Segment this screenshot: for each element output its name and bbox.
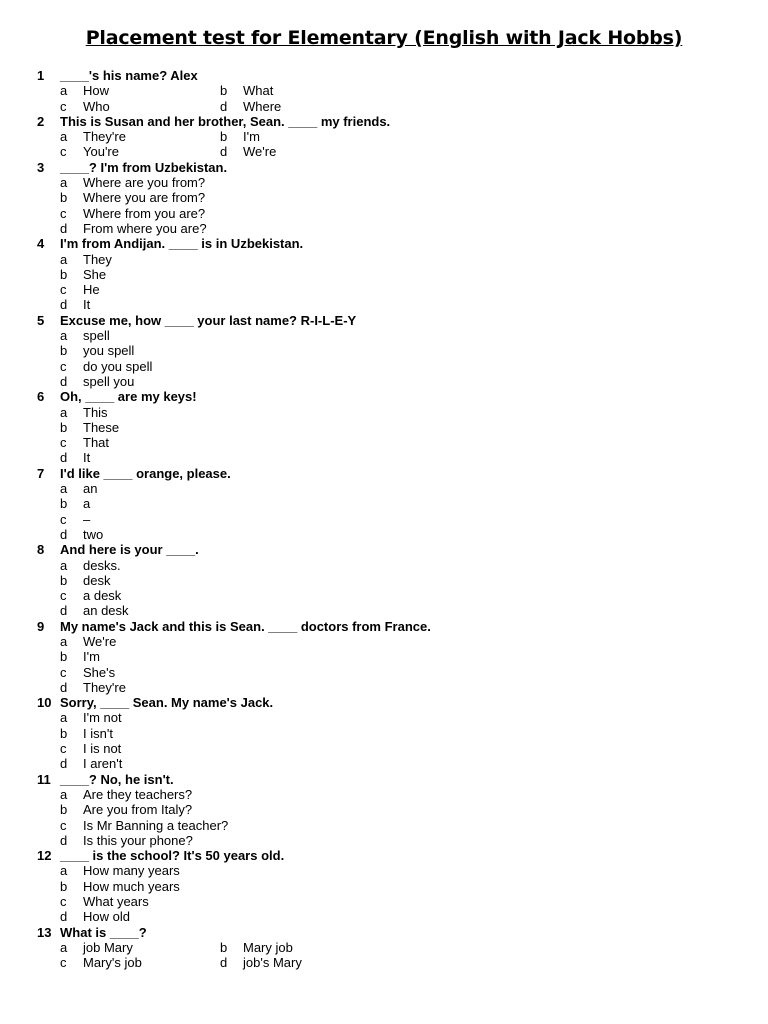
option-text: They're — [83, 129, 126, 145]
option-letter: b — [60, 572, 68, 588]
option-text: Where you are from? — [83, 190, 206, 206]
option-letter: c — [60, 955, 67, 971]
option-letter: c — [60, 588, 67, 604]
option-text: do you spell — [83, 358, 153, 374]
question-number: 2 — [37, 113, 45, 129]
option-row — [37, 649, 737, 664]
question-list — [37, 68, 737, 971]
option-text: an — [83, 481, 98, 497]
question-number: 13 — [37, 924, 52, 940]
option-row — [37, 496, 737, 511]
option-text: Where from you are? — [83, 205, 206, 221]
option-text: two — [83, 526, 104, 542]
option-letter: d — [60, 832, 68, 848]
option-text: – — [83, 511, 91, 527]
option-text: He — [83, 282, 100, 298]
option-row — [37, 710, 737, 725]
option-row — [37, 665, 737, 680]
option-letter: c — [60, 98, 67, 114]
option-text: I aren't — [83, 756, 123, 772]
option-text: It — [83, 450, 91, 466]
option-letter: c — [60, 894, 67, 910]
option-letter: c — [60, 435, 67, 451]
question-number: 7 — [37, 465, 45, 481]
option-letter: d — [220, 144, 228, 160]
option-letter: a — [60, 129, 68, 145]
question-number: 11 — [37, 771, 51, 787]
question-text: ____'s his name? Alex — [60, 68, 198, 83]
option-row — [37, 190, 737, 205]
option-letter: a — [60, 939, 68, 955]
question-text: My name's Jack and this is Sean. ____ doctors from France. — [60, 618, 431, 634]
option-text: Is Mr Banning a teacher? — [83, 817, 229, 833]
option-text: I'm not — [83, 710, 122, 726]
option-letter: d — [60, 756, 68, 772]
question-row — [37, 114, 737, 129]
option-row — [37, 481, 737, 496]
option-text: We're — [243, 144, 277, 160]
option-row — [37, 405, 737, 420]
option-letter: d — [60, 909, 68, 925]
option-letter: a — [60, 557, 68, 573]
question-text: This is Susan and her brother, Sean. ____ my friends. — [60, 113, 391, 129]
option-row — [37, 206, 737, 221]
option-text: I'm — [83, 649, 100, 665]
option-letter: a — [60, 404, 68, 420]
option-letter: b — [60, 343, 68, 359]
question-number: 6 — [37, 389, 45, 405]
option-letter: c — [60, 358, 67, 374]
option-letter: b — [60, 878, 68, 894]
option-row — [37, 573, 737, 588]
question-number: 9 — [37, 618, 45, 634]
option-row — [37, 328, 737, 343]
option-row — [37, 359, 737, 374]
option-row — [37, 221, 737, 236]
option-text: Are they teachers? — [83, 786, 193, 802]
option-text: job Mary — [83, 939, 133, 955]
option-text: It — [83, 297, 91, 313]
option-row — [37, 129, 737, 144]
option-letter: c — [60, 817, 67, 833]
option-text: an desk — [83, 603, 129, 619]
option-text: Is this your phone? — [83, 832, 193, 848]
option-text: How many years — [83, 863, 180, 879]
option-row — [37, 435, 737, 450]
option-letter: a — [60, 481, 68, 497]
option-row — [37, 634, 737, 649]
option-letter: a — [60, 175, 68, 191]
option-row — [37, 374, 737, 389]
option-row — [37, 894, 737, 909]
option-text: What years — [83, 894, 149, 910]
option-text: you spell — [83, 343, 135, 359]
option-row — [37, 741, 737, 756]
question-number: 3 — [37, 159, 45, 175]
option-row — [37, 267, 737, 282]
option-letter: a — [60, 251, 68, 267]
option-letter: a — [60, 633, 68, 649]
option-text: That — [83, 435, 110, 451]
page-title: Placement test for Elementary (English with Jack Hobbs) — [85, 27, 683, 49]
option-letter: b — [60, 419, 68, 435]
option-row — [37, 420, 737, 435]
option-text: From where you are? — [83, 220, 207, 236]
option-text: spell you — [83, 373, 135, 389]
option-letter: d — [60, 526, 68, 542]
question-row — [37, 68, 737, 83]
question-text: ____? No, he isn't. — [60, 771, 174, 787]
option-row — [37, 297, 737, 312]
question-number: 5 — [37, 312, 45, 328]
option-letter: b — [60, 190, 68, 206]
option-letter: d — [220, 955, 228, 971]
option-text: I isn't — [83, 725, 113, 741]
option-letter: c — [60, 511, 67, 527]
option-row — [37, 343, 737, 358]
option-row — [37, 512, 737, 527]
question-row — [37, 619, 737, 634]
option-row — [37, 252, 737, 267]
question-row — [37, 466, 737, 481]
option-text: Who — [83, 98, 110, 114]
option-letter: b — [60, 802, 68, 818]
option-row — [37, 955, 737, 970]
option-text: desks. — [83, 557, 121, 573]
option-text: job's Mary — [243, 955, 302, 971]
option-text: Mary job — [243, 939, 293, 955]
question-row — [37, 236, 737, 251]
question-row — [37, 160, 737, 175]
question-text: ____? I'm from Uzbekistan. — [60, 159, 228, 175]
option-row — [37, 756, 737, 771]
option-row — [37, 175, 737, 190]
option-text: a desk — [83, 588, 122, 604]
question-row — [37, 389, 737, 404]
option-row — [37, 940, 737, 955]
option-letter: b — [60, 496, 68, 512]
option-text: These — [83, 419, 120, 435]
question-text: And here is your ____. — [60, 542, 199, 558]
option-letter: c — [60, 741, 67, 757]
option-row — [37, 863, 737, 878]
option-letter: d — [60, 679, 68, 695]
option-text: How old — [83, 909, 130, 925]
option-text: desk — [83, 572, 111, 588]
option-letter: c — [60, 144, 67, 160]
option-letter: b — [220, 83, 228, 99]
option-row — [37, 802, 737, 817]
option-text: What — [243, 83, 274, 99]
option-letter: c — [60, 664, 67, 680]
option-text: They — [83, 251, 112, 267]
option-row — [37, 726, 737, 741]
option-text: Are you from Italy? — [83, 802, 193, 818]
option-row — [37, 603, 737, 618]
option-row — [37, 527, 737, 542]
option-row — [37, 588, 737, 603]
option-row — [37, 144, 737, 159]
option-letter: a — [60, 328, 68, 344]
option-row — [37, 450, 737, 465]
option-letter: b — [220, 939, 228, 955]
question-row — [37, 542, 737, 557]
option-row — [37, 909, 737, 924]
option-text: I'm — [243, 129, 260, 145]
option-text: She — [83, 266, 107, 282]
option-row — [37, 83, 737, 98]
option-text: Where — [243, 98, 282, 114]
question-row — [37, 695, 737, 710]
question-text: I'd like ____ orange, please. — [60, 465, 231, 481]
option-text: They're — [83, 679, 126, 695]
question-text: Oh, ____ are my keys! — [60, 389, 197, 405]
question-number: 1 — [37, 68, 45, 83]
question-row — [37, 772, 737, 787]
question-text: I'm from Andijan. ____ is in Uzbekistan. — [60, 236, 304, 252]
option-letter: d — [60, 450, 68, 466]
option-row — [37, 99, 737, 114]
option-letter: d — [60, 603, 68, 619]
option-letter: c — [60, 282, 67, 298]
option-text: Mary's job — [83, 955, 142, 971]
option-text: How much years — [83, 878, 180, 894]
option-letter: c — [60, 205, 67, 221]
question-number: 8 — [37, 542, 45, 558]
option-letter: b — [60, 266, 68, 282]
option-text: This — [83, 404, 108, 420]
option-text: spell — [83, 328, 110, 344]
option-letter: a — [60, 863, 68, 879]
option-letter: d — [60, 373, 68, 389]
question-text: ____ is the school? It's 50 years old. — [60, 848, 285, 864]
question-number: 10 — [37, 695, 52, 711]
option-letter: d — [60, 297, 68, 313]
option-row — [37, 558, 737, 573]
option-text: Where are you from? — [83, 175, 206, 191]
option-letter: b — [60, 725, 68, 741]
option-row — [37, 879, 737, 894]
option-text: a — [83, 496, 91, 512]
question-row — [37, 925, 737, 940]
option-text: You're — [83, 144, 119, 160]
question-row — [37, 848, 737, 863]
option-text: I is not — [83, 741, 122, 757]
option-letter: b — [60, 649, 68, 665]
option-letter: a — [60, 786, 68, 802]
option-letter: a — [60, 83, 68, 99]
question-text: Excuse me, how ____ your last name? R-I-L-E-Y — [60, 312, 357, 328]
option-text: How — [83, 83, 110, 99]
question-text: Sorry, ____ Sean. My name's Jack. — [60, 695, 274, 711]
option-letter: b — [220, 129, 228, 145]
option-text: She's — [83, 664, 116, 680]
option-row — [37, 818, 737, 833]
option-row — [37, 787, 737, 802]
option-row — [37, 282, 737, 297]
question-row — [37, 313, 737, 328]
option-letter: d — [220, 98, 228, 114]
option-row — [37, 833, 737, 848]
question-number: 12 — [37, 848, 52, 864]
option-letter: a — [60, 710, 68, 726]
question-text: What is ____? — [60, 924, 147, 940]
option-letter: d — [60, 220, 68, 236]
question-number: 4 — [37, 236, 45, 252]
option-text: We're — [83, 633, 117, 649]
option-row — [37, 680, 737, 695]
